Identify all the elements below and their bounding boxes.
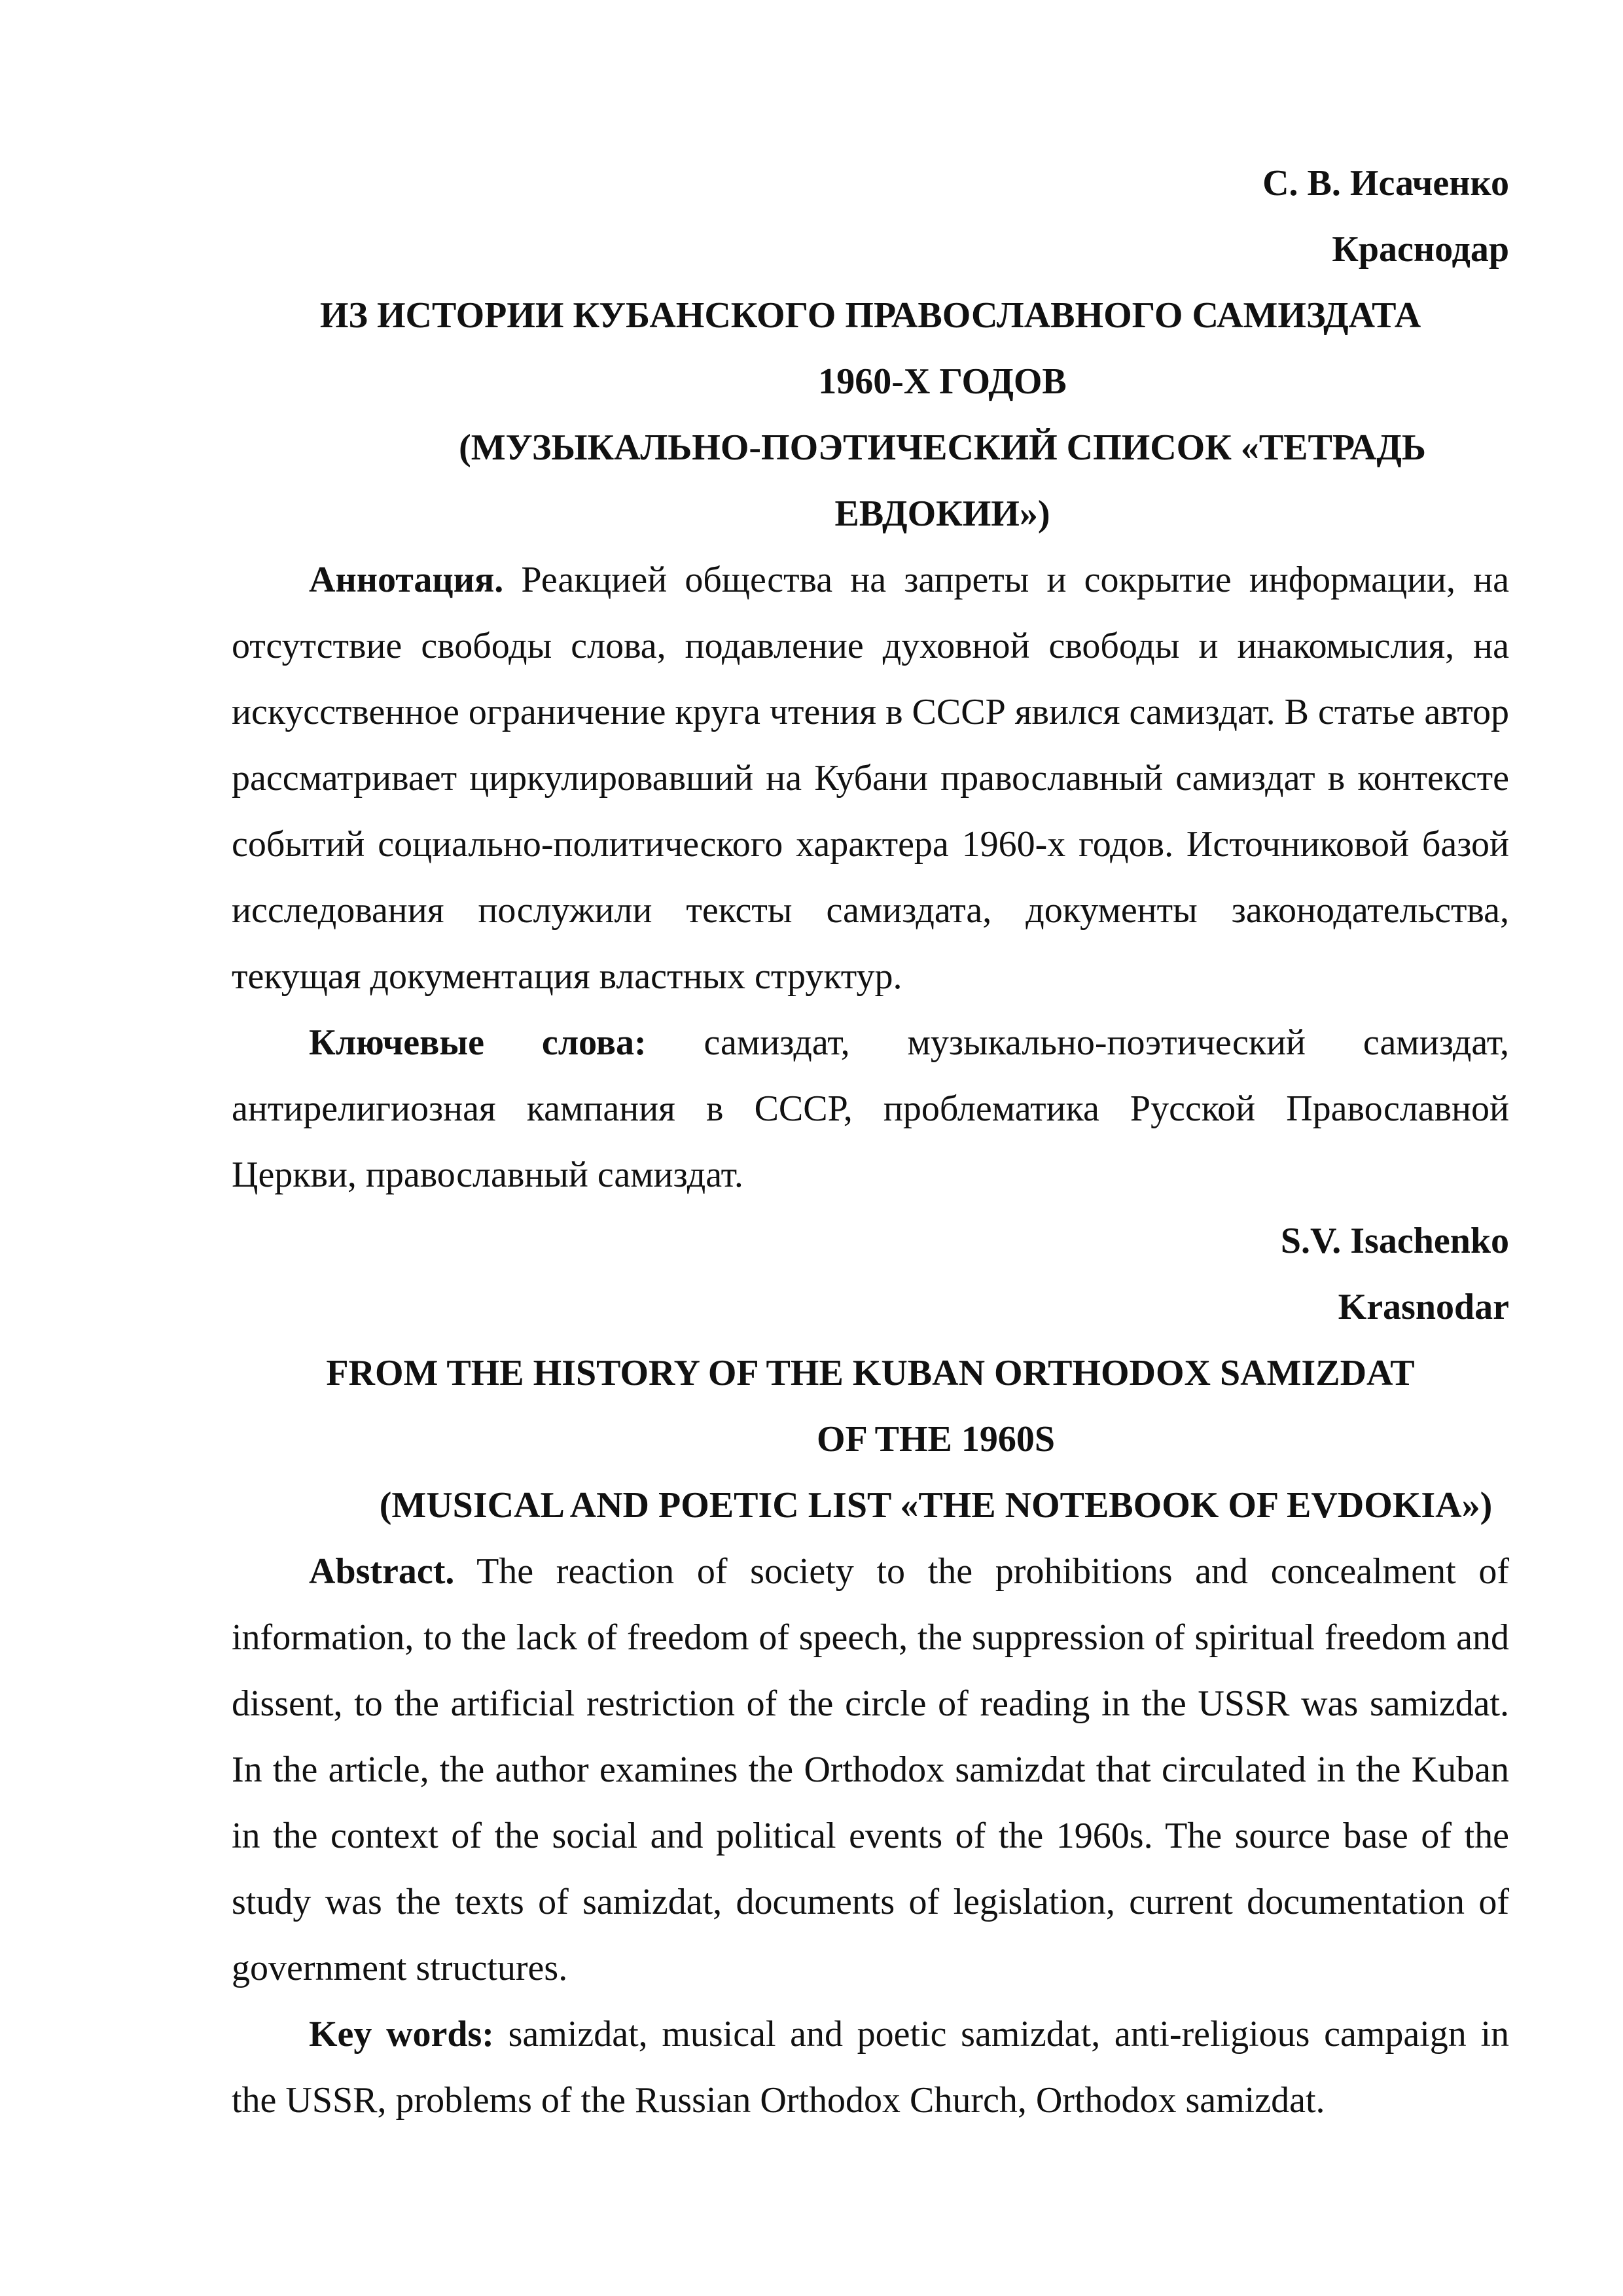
abstract-label-ru: Аннотация. — [309, 560, 504, 600]
title-line-ru-3: (МУЗЫКАЛЬНО-ПОЭТИЧЕСКИЙ СПИСОК «ТЕТРАДЬ — [459, 427, 1426, 468]
keywords-label-ru: Ключевые слова: — [309, 1022, 647, 1063]
title-line-en-3: (MUSICAL AND POETIC LIST «THE NOTEBOOK OF EVDOKIA») — [379, 1485, 1493, 1526]
page-content — [232, 151, 1509, 2134]
abstract-label-en: Abstract. — [309, 1551, 455, 1592]
keywords-text-en: samizdat, musical and poetic samizdat, anti-religious campaign in the USSR, problems of the Russian Orthodox Church, Orthodox samizdat. — [232, 2014, 1510, 2121]
abstract-text-ru: Реакцией общества на запреты и сокрытие информации, на отсутствие свободы слова, подавление духовной свободы и инакомыслия, на искусственное ограничение круга чтения в СССР явился самиздат. В статье автор рассматривает циркулировавший на Кубани православный самиздат в контексте событий социально-политического характера 1960-х годов. Источниковой базой исследования послужили тексты самиздата, документы законодательства, текущая документация властных структур. — [232, 560, 1509, 997]
author-city-ru: Краснодар — [1332, 229, 1509, 270]
abstract-paragraph-ru — [232, 547, 1509, 1010]
article-title-en — [232, 1340, 1509, 1539]
abstract-text-en: The reaction of society to the prohibitions and concealment of information, to the lack of freedom of speech, the suppression of spiritual freedom and dissent, to the artificial restriction of the circle of reading in the USSR was samizdat. In the article, the author examines the Orthodox samizdat that circulated in the Kuban in the context of the social and political events of the 1960s. The source base of the study was the texts of samizdat, documents of legislation, current documentation of government structures. — [232, 1551, 1509, 1988]
keywords-label-en: Key words: — [309, 2014, 494, 2054]
keywords-text-ru: самиздат, музыкально-поэтический самиздат, антирелигиозная кампания в СССР, проблематика Русской Православной Церкви, православный самиздат. — [232, 1022, 1509, 1195]
abstract-paragraph-en — [232, 1539, 1509, 2001]
author-name-ru: С. В. Исаченко — [1262, 163, 1509, 204]
title-line-ru-4: ЕВДОКИИ») — [834, 493, 1050, 534]
title-line-ru-1: ИЗ ИСТОРИИ КУБАНСКОГО ПРАВОСЛАВНОГО САМИЗДАТА — [319, 295, 1421, 336]
author-name-en: S.V. Isachenko — [1280, 1221, 1509, 1261]
keywords-paragraph-en — [232, 2001, 1509, 2134]
author-city-en: Krasnodar — [1338, 1287, 1509, 1327]
title-line-ru-2: 1960-Х ГОДОВ — [818, 361, 1067, 402]
keywords-paragraph-ru — [232, 1010, 1509, 1208]
article-title-ru — [232, 283, 1509, 547]
title-line-en-1: FROM THE HISTORY OF THE KUBAN ORTHODOX SAMIZDAT — [326, 1353, 1415, 1393]
title-line-en-2: OF THE 1960S — [816, 1419, 1056, 1460]
